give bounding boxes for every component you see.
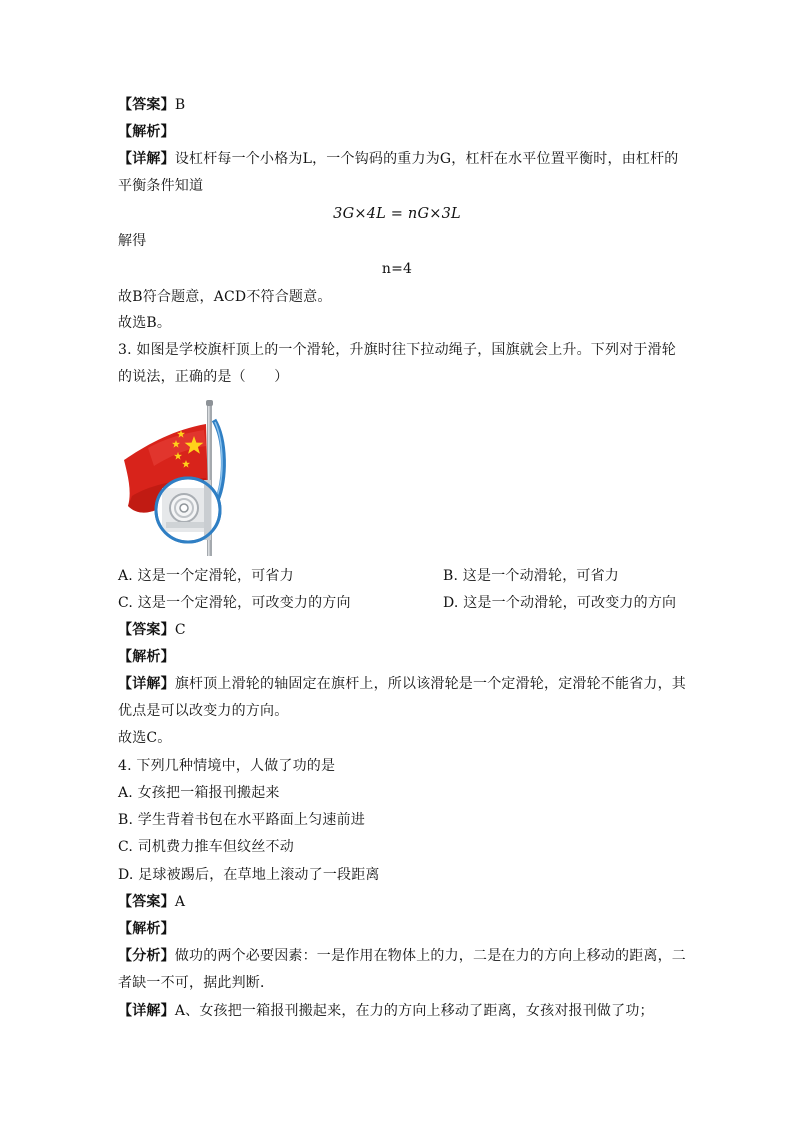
answer-value: A <box>174 894 186 910</box>
q4-option-b: B. 学生背着书包在水平路面上匀速前进 <box>118 812 365 828</box>
flag-pulley-illustration <box>118 400 238 556</box>
q3-option-a: A. 这是一个定滑轮，可省力 <box>118 568 294 584</box>
answer-value: C <box>174 622 186 638</box>
q2-choose: 故选B。 <box>118 315 172 331</box>
q4-option-c: C. 司机费力推车但纹丝不动 <box>118 839 294 855</box>
detail-tag: 【详解】 <box>118 1003 175 1019</box>
q4-analysis-text-2: 者缺一不可，据此判断． <box>118 975 275 991</box>
q3-analysis-tag: 【解析】 <box>118 649 175 665</box>
q3-detail-text-1: 旗杆顶上滑轮的轴固定在旗杆上，所以该滑轮是一个定滑轮，定滑轮不能省力，其 <box>174 676 687 692</box>
q2-detail <box>118 149 679 169</box>
q2-detail-text-1: 设杠杆每一个小格为L，一个钩码的重力为G，杠杆在水平位置平衡时，由杠杆的 <box>174 151 679 167</box>
q4-stem: 4. 下列几种情境中，人做了功的是 <box>118 758 336 774</box>
q4-analysis-detail <box>118 946 686 966</box>
q4-analysis-text-1: 做功的两个必要因素：一是作用在物体上的力，二是在力的方向上移动的距离，二 <box>174 948 687 964</box>
q3-detail-text-2: 优点是可以改变力的方向。 <box>118 703 289 719</box>
detail-tag: 【详解】 <box>118 676 175 692</box>
pulley-axle <box>180 504 188 512</box>
q3-stem-2: 的说法，正确的是（ ） <box>118 369 289 385</box>
answer-value: B <box>174 97 186 113</box>
q2-solve-label: 解得 <box>118 233 147 249</box>
q2-answer <box>118 95 185 115</box>
q4-option-a: A. 女孩把一箱报刊搬起来 <box>118 785 280 801</box>
answer-tag: 【答案】 <box>118 894 175 910</box>
q4-detail <box>118 1001 654 1021</box>
q4-analysis-tag: 【解析】 <box>118 921 175 937</box>
analysis-tag: 【分析】 <box>118 948 175 964</box>
pole-top <box>206 400 213 406</box>
q4-answer <box>118 892 185 912</box>
q3-option-d: D. 这是一个动滑轮，可改变力的方向 <box>443 595 677 611</box>
detail-tag: 【详解】 <box>118 151 175 167</box>
q2-conclusion: 故B符合题意，ACD不符合题意。 <box>118 289 332 305</box>
q2-equation: 3G×4L = nG×3L <box>333 206 461 222</box>
q2-analysis-tag: 【解析】 <box>118 124 175 140</box>
q3-stem-1: 3. 如图是学校旗杆顶上的一个滑轮，升旗时往下拉动绳子，国旗就会上升。下列对于滑轮 <box>118 342 677 358</box>
answer-tag: 【答案】 <box>118 622 175 638</box>
q3-choose: 故选C。 <box>118 730 172 746</box>
q3-detail <box>118 674 686 694</box>
q2-detail-text-2: 平衡条件知道 <box>118 178 204 194</box>
q2-result: n=4 <box>381 261 413 277</box>
q3-answer <box>118 620 186 640</box>
q3-option-b: B. 这是一个动滑轮，可省力 <box>443 568 619 584</box>
q3-option-c: C. 这是一个定滑轮，可改变力的方向 <box>118 595 351 611</box>
q4-detail-text-1: A、女孩把一箱报刊搬起来，在力的方向上移动了距离，女孩对报刊做了功； <box>174 1003 654 1019</box>
q4-option-d: D. 足球被踢后，在草地上滚动了一段距离 <box>118 867 380 883</box>
answer-tag: 【答案】 <box>118 97 175 113</box>
